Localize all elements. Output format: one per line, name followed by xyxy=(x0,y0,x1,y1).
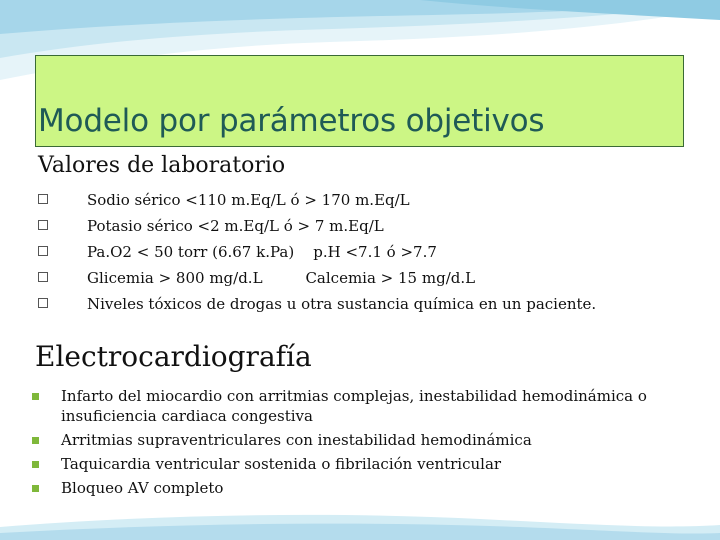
list-item-text: Sodio sérico <110 m.Eq/L ó > 170 m.Eq/L xyxy=(87,191,410,209)
list-item-text: Potasio sérico <2 m.Eq/L ó > 7 m.Eq/L xyxy=(87,217,384,235)
checkbox-icon xyxy=(38,220,48,230)
list-item-text: Infarto del miocardio con arritmias complejas, inestabilidad hemodinámica o insuficiencia cardiaca congestiva xyxy=(61,387,647,425)
ecg-list xyxy=(32,386,692,502)
list-item-text: Pa.O2 < 50 torr (6.67 k.Pa) p.H <7.1 ó >7.7 xyxy=(87,243,437,261)
square-bullet-icon xyxy=(32,485,39,492)
square-bullet-icon xyxy=(32,461,39,468)
checkbox-icon xyxy=(38,272,48,282)
checkbox-icon xyxy=(38,194,48,204)
checkbox-icon xyxy=(38,298,48,308)
square-bullet-icon xyxy=(32,437,39,444)
laboratory-heading: Valores de laboratorio xyxy=(38,153,286,178)
decorative-bottom-wave xyxy=(0,505,720,540)
page-title: Modelo por parámetros objetivos xyxy=(38,103,545,139)
list-item-text: Glicemia > 800 mg/d.L Calcemia > 15 mg/d.L xyxy=(87,269,476,287)
list-item-text: Taquicardia ventricular sostenida o fibrilación ventricular xyxy=(61,455,502,473)
list-item-text: Arritmias supraventriculares con inestabilidad hemodinámica xyxy=(61,431,532,449)
square-bullet-icon xyxy=(32,393,39,400)
checkbox-icon xyxy=(38,246,48,256)
list-item xyxy=(32,386,692,426)
list-item xyxy=(32,454,692,474)
list-item xyxy=(32,478,692,498)
list-item xyxy=(32,430,692,450)
list-item-text: Niveles tóxicos de drogas u otra sustancia química en un paciente. xyxy=(87,295,597,313)
ecg-heading: Electrocardiografía xyxy=(35,340,312,373)
list-item-text: Bloqueo AV completo xyxy=(61,479,224,497)
